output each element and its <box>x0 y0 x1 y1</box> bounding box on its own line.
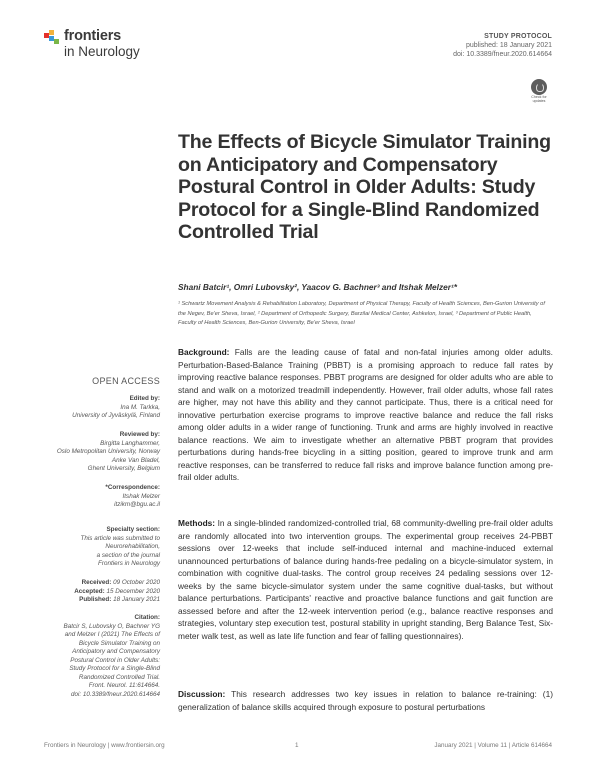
background-text: Falls are the leading cause of fatal and non-fatal injuries among older adults. Perturbation-Based-Balance Training (PBBT) is a promising approach to reduce fall rates by improving reactive balance responses. PBBT programs are designed for older adults who are able to stand and walk on a motorized treadmill independently. However, frail older adults, whose fall rates are higher, may not have this ability and they cannot participate. Thus, there is a critical need for innovative perturbation exercise programs to improve reactive balance and reduce the fall risks among older adults in a wider range of functioning. Trunk and arms are highly involved in reactive balance reactions. We aim to investigate whether an alternative PBBT program that provides perturbations during hands-free bicycling in a sitting position, geared to improve trunk and arm reactive responses, can be transferred to reduce fall risks and improve balance function among pre-frail older adults. <box>178 347 553 483</box>
check-for-updates-badge[interactable] <box>527 79 551 104</box>
journal-logo[interactable] <box>44 28 154 62</box>
methods-text: In a single-blinded randomized-controlled trial, 68 community-dwelling pre-frail older adults are randomly allocated into two intervention groups. The experimental group receives 24-PBBT sessions over 12-weeks that include self-induced internal and machine-induced external unannounced perturbations of balance during hands-free pedaling on a bicycle-simulator system, in combination with cognitive dual-tasks. The control group receives 24 pedaling sessions over 12-weeks by the same bicycle-simulator system under the same cognitive dual-tasks, but without balance perturbations. Participants' reactive and proactive balance functions and gait function are assessed before and after the 12-week intervention period (e.g., balance reactive responses and strategies, voluntary step execution test, postural stability in upright standing, Berg Balance Test, Six-meter walk test, as well as late life function and fear of falling questionnaires). <box>178 518 553 641</box>
specialty-line: Neurorehabilitation, <box>105 543 160 550</box>
published-label: Published: <box>79 596 112 603</box>
doi-link[interactable]: doi: 10.3389/fneur.2020.614664 <box>453 51 552 59</box>
specialty-section-block <box>48 526 160 569</box>
accepted-label: Accepted: <box>74 587 105 595</box>
accepted-date: 15 December 2020 <box>106 587 160 595</box>
specialty-heading: Specialty section: <box>106 526 160 533</box>
published-date: 18 January 2021 <box>113 596 160 603</box>
citation-line: and Melzer I (2021) The Effects of <box>64 631 160 638</box>
background-heading: Background: <box>178 347 230 357</box>
citation-block <box>48 614 160 699</box>
frontiers-logo-icon <box>44 30 60 46</box>
page-number: 1 <box>295 742 299 749</box>
specialty-line: Frontiers in Neurology <box>98 560 160 567</box>
correspondent-email[interactable]: itzikm@bgu.ac.il <box>114 501 160 508</box>
abstract-discussion <box>178 688 553 713</box>
citation-line: Postural Control in Older Adults: <box>70 656 160 664</box>
editor-affil: University of Jyväskylä, Finland <box>72 412 160 419</box>
badge-line2: updates <box>532 99 546 103</box>
correspondence-heading: *Correspondence: <box>105 484 160 491</box>
specialty-line: This article was submitted to <box>80 534 160 542</box>
citation-line: Anticipatory and Compensatory <box>72 648 160 655</box>
discussion-text: This research addresses two key issues in relation to balance re-training: (1) generalization of balance skills acquired through exposure to postural perturbations <box>178 689 554 712</box>
specialty-line: a section of the journal <box>96 551 160 559</box>
logo-frontiers-text: frontiers <box>64 28 122 44</box>
article-title: The Effects of Bicycle Simulator Training on Anticipatory and Compensatory Postural Control in Older Adults: Study Protocol for a Single-Blind Randomized Controlled Trial <box>178 131 551 244</box>
reviewed-by-heading: Reviewed by: <box>119 431 160 438</box>
citation-line: Batcir S, Lubovsky O, Bachner YG <box>63 622 160 630</box>
dates-block <box>48 579 160 605</box>
logo-journal-text: in Neurology <box>64 44 140 59</box>
citation-line: Randomized Controlled Trial. <box>78 673 160 681</box>
citation-line: Bicycle Simulator Training on <box>78 639 160 647</box>
reviewer-name: Anke Van Bladel, <box>111 456 160 464</box>
affiliations: ¹ Schwartz Movement Analysis & Rehabilitation Laboratory, Department of Physical Therapy, Faculty of Health Sciences, Ben-Gurion University of the Negev, Be'er Sheva, Israel, ² Department of Orthopedic Surgery, Barzilai Medical Center, Ashkelon, Israel, ³ Department of Public Health, Faculty of Health Sciences, Ben-Gurion University, Be'er Sheva, Israel <box>178 301 545 327</box>
abstract-background <box>178 346 553 484</box>
article-type: STUDY PROTOCOL <box>484 33 552 40</box>
footer-issue-info: January 2021 | Volume 11 | Article 614664 <box>434 742 552 749</box>
reviewer-affil: Ghent University, Belgium <box>87 465 160 472</box>
reviewer-affil: Oslo Metropolitan University, Norway <box>56 448 160 455</box>
open-access-label: OPEN ACCESS <box>92 376 160 386</box>
author-list: Shani Batcir¹, Omri Lubovsky², Yaacov G. Bachner³ and Itshak Melzer¹* <box>178 282 457 292</box>
citation-line: Study Protocol for a Single-Blind <box>69 665 160 672</box>
reviewed-by-block <box>48 431 160 474</box>
edited-by-heading: Edited by: <box>129 395 160 402</box>
discussion-heading: Discussion: <box>178 689 226 699</box>
received-label: Received: <box>81 579 112 586</box>
citation-doi[interactable]: doi: 10.3389/fneur.2020.614664 <box>70 690 160 698</box>
edited-by-block <box>48 395 160 421</box>
footer-journal-link[interactable]: Frontiers in Neurology | www.frontiersin.org <box>44 742 165 749</box>
methods-heading: Methods: <box>178 518 216 528</box>
article-meta <box>453 32 552 60</box>
reviewer-name: Birgitta Langhammer, <box>100 439 160 447</box>
citation-heading: Citation: <box>134 614 160 621</box>
citation-line: Front. Neurol. 11:614664. <box>88 682 160 689</box>
correspondent-name: Itshak Melzer <box>122 492 160 500</box>
abstract-methods <box>178 517 553 642</box>
received-date: 09 October 2020 <box>113 579 160 586</box>
published-date: published: 18 January 2021 <box>465 42 552 50</box>
badge-line1: Check for <box>531 95 547 99</box>
crossmark-icon <box>531 79 547 95</box>
editor-name: Ina M. Tarkka, <box>120 403 160 411</box>
correspondence-block <box>48 484 160 510</box>
